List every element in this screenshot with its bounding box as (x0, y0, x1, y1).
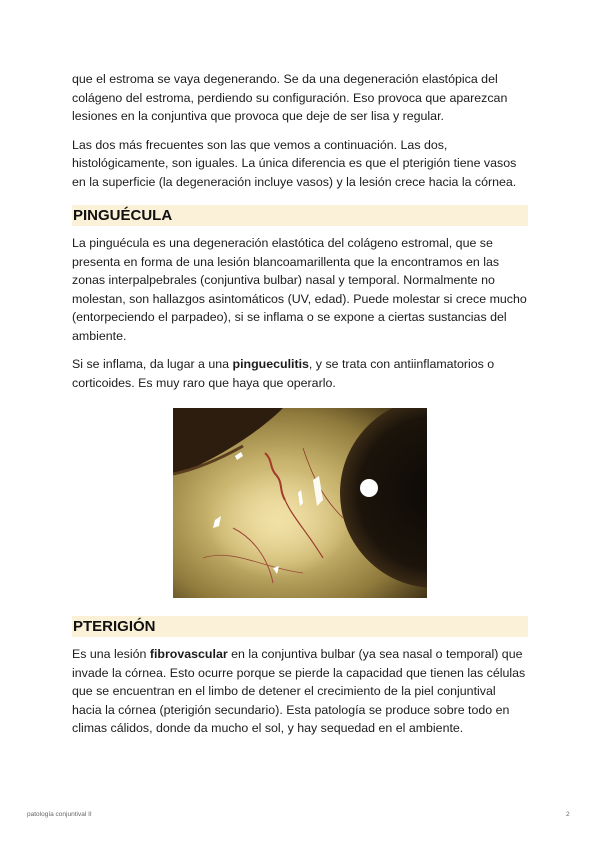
eye-photograph (173, 408, 427, 598)
page-content (72, 70, 528, 748)
section-heading-pinguecula: PINGUÉCULA (72, 205, 528, 226)
page-number: 2 (566, 811, 570, 818)
footer-title: patología conjuntival II (27, 811, 92, 818)
pinguecula-paragraph-2 (72, 355, 528, 392)
pinguecula-p2-text-after: , y se trata con antiinflamatorios o corticoides. Es muy raro que haya que operarlo. (72, 357, 495, 390)
pinguecula-photo (173, 408, 427, 598)
pingueculitis-term: pingueculitis (232, 357, 309, 371)
fibrovascular-term: fibrovascular (149, 647, 228, 661)
intro-paragraph-2: Las dos más frecuentes son las que vemos a continuación. Las dos, histológicamente, son iguales. La única diferencia es que el pterigión tiene vasos en la superficie (la degeneración incluye vasos) y la lesión crece hacia la córnea. (72, 137, 517, 189)
intro-paragraph-1: que el estroma se vaya degenerando. Se da una degeneración elastópica del colágeno del estroma, perdiendo su configuración. Eso provoca que aparezcan lesiones en la conjuntiva que provoca que deje de ser lisa y regular. (72, 72, 508, 123)
pinguecula-paragraph-1: La pinguécula es una degeneración elastótica del colágeno estromal, que se presenta en forma de una lesión blancoamarillenta que la encontramos en las zonas interpalpebrales (conjuntiva bulbar) nasal y temporal. Normalmente no molestan, son hallazgos asintomáticos (UV, edad). Puede molestar si crece mucho (entorpeciendo el parpadeo), si se inflama o se expone a ciertas sustancias del ambiente. (72, 236, 527, 343)
pterigion-p1-text-after: en la conjuntiva bulbar (ya sea nasal o temporal) que invade la córnea. Esto ocurre porque se pierde la capacidad que tienen las células que se encuentran en el limbo de detener el crecimiento de la piel conjuntival hacia la córnea (pterigión secundario). Esta patología se produce sobre todo en climas cálidos, donde da mucho el sol, y hay sequedad en el ambiente. (72, 647, 526, 735)
section-heading-pterigion: PTERIGIÓN (72, 616, 528, 637)
pterigion-paragraph-1 (72, 645, 528, 738)
pinguecula-p2-text-before: Si se inflama, da lugar a una (72, 357, 233, 371)
pterigion-p1-text-before: Es una lesión (72, 647, 150, 661)
